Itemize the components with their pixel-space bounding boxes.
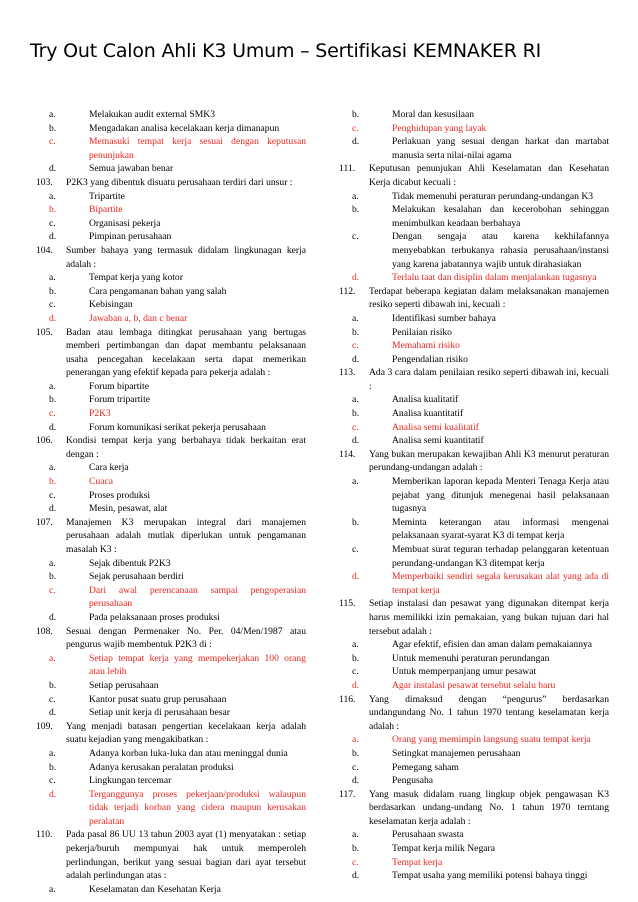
question-number: 112. — [339, 285, 356, 297]
option-text: Setingkat manajemen perusahaan — [392, 747, 521, 759]
answer-option — [36, 271, 306, 285]
question-item — [36, 244, 306, 271]
question-number: 107. — [36, 516, 53, 528]
option-text: Organisasi pekerja — [89, 217, 161, 229]
answer-option — [339, 312, 609, 326]
option-text: Semua jawaban benar — [89, 163, 174, 175]
option-letter: a. — [49, 462, 56, 474]
option-letter: a. — [352, 312, 359, 324]
answer-option — [36, 883, 306, 897]
option-letter: b. — [49, 285, 57, 297]
option-letter: d. — [352, 679, 360, 691]
option-letter: c. — [49, 584, 56, 596]
option-text: Tempat kerja yang kotor — [89, 272, 183, 284]
option-text: Dengan sengaja atau karena kekhilafannya menyebabkan terbukanya rahasia perusahaan/instansi yang karena jabatannya wajib untuk dirahasiakan — [392, 231, 609, 270]
answer-option — [339, 190, 609, 204]
answer-option — [36, 611, 306, 625]
option-letter: a. — [352, 394, 359, 406]
option-letter: c. — [352, 231, 359, 243]
option-text: Proses produksi — [89, 489, 151, 501]
option-text: Pada pelaksanaan proses produksi — [89, 611, 220, 623]
option-text: Memahami risiko — [392, 340, 460, 352]
answer-option — [36, 502, 306, 516]
option-text: Tidak memenuhi peraturan perundang-undangan K3 — [392, 190, 594, 202]
option-text: Mengadakan analisa kecelakaan kerja dimanapun — [89, 122, 280, 134]
option-letter: d. — [49, 163, 57, 175]
question-number: 106. — [36, 435, 53, 447]
question-item — [36, 516, 306, 557]
option-letter: d. — [49, 611, 57, 623]
option-text: Analisa semi kuantitatif — [392, 435, 484, 447]
option-text: Pengusaha — [392, 775, 434, 787]
answer-option — [339, 638, 609, 652]
option-text: Membuat surat teguran terhadap pelanggaran ketentuan perundang-undangan K3 ditempat kerja — [392, 544, 609, 569]
question-text: Pada pasal 86 UU 13 tahun 2003 ayat (1) menyatakan : setiap pekerja/buruh mempunyai hak untuk memperoleh perlindungan, berikut yang sesuai bagian dari ayat tersebut adalah perlindungan atas : — [66, 829, 306, 882]
option-letter: d. — [352, 775, 360, 787]
answer-option — [36, 706, 306, 720]
option-text: Setiap unit kerja di perusahaan besar — [89, 707, 230, 719]
option-letter: b. — [352, 326, 360, 338]
option-letter: b. — [352, 408, 360, 420]
option-text: Lingkungan tercemar — [89, 775, 172, 787]
option-letter: d. — [352, 136, 360, 148]
question-item — [339, 788, 609, 829]
option-text: Penilaian risiko — [392, 326, 452, 338]
option-letter: d. — [49, 788, 57, 800]
option-text: Tempat usaha yang memiliki potensi bahaya tinggi — [392, 870, 588, 882]
question-text: P2K3 yang dibentuk disuatu perusahaan terdiri dari unsur : — [66, 176, 293, 188]
option-text: Keselamatan dan Kesehatan Kerja — [89, 883, 221, 895]
question-item — [36, 828, 306, 882]
option-text: Identifikasi sumber bahaya — [392, 312, 496, 324]
answer-option-correct — [339, 733, 609, 747]
option-text: Dari awal perencanaan sampai pengoperasian perusahaan — [89, 584, 306, 610]
option-text: Terganggunya proses pekerjaan/produksi walaupun tidak terjadi korban yang cidera maupun kerusakan peralatan — [89, 788, 306, 827]
option-text: Penghidupan yang layak — [392, 122, 487, 134]
answer-option — [339, 869, 609, 883]
answer-option-correct — [339, 271, 609, 285]
answer-option — [339, 665, 609, 679]
option-text: Terlalu taat dan disiplin dalam menjalankan tugasnya — [392, 272, 597, 284]
option-letter: a. — [49, 883, 56, 895]
answer-option — [339, 434, 609, 448]
option-text: Cara pengamanan bahan yang salah — [89, 285, 227, 297]
option-text: Agar efektif, efisien dan aman dalam pemakaiannya — [392, 639, 593, 651]
question-text: Terdapat beberapa kegiatan dalam melaksanakan manajemen resiko seperti dibawah ini, kecuali : — [369, 285, 609, 311]
option-text: Memberikan laporan kepada Menteri Tenaga Kerja atau pejabat yang ditunjuk menegenai hasil pelaksanaan tugasnya — [392, 476, 609, 515]
answer-option — [36, 774, 306, 788]
question-number: 116. — [339, 693, 356, 705]
option-text: P2K3 — [89, 408, 111, 420]
option-text: Adanya kerusakan peralatan produksi — [89, 761, 234, 773]
option-letter: a. — [49, 190, 56, 202]
option-letter: c. — [49, 775, 56, 787]
question-text: Manajemen K3 merupakan integral dari manajemen perusahaan adalah mutlak diperlukan untuk pengamanan masalah K3 : — [66, 516, 306, 555]
option-letter: a. — [49, 652, 56, 664]
option-text: Analisa kuantitatif — [392, 408, 464, 420]
answer-option-correct — [339, 122, 609, 136]
option-letter: d. — [352, 870, 360, 882]
answer-option-correct — [36, 135, 306, 162]
answer-option-correct — [36, 652, 306, 679]
option-letter: a. — [49, 557, 56, 569]
answer-option — [36, 393, 306, 407]
answer-option — [339, 475, 609, 516]
question-item — [339, 162, 609, 189]
question-text: Sumber bahaya yang termasuk didalam lingkunagan kerja adalah : — [66, 244, 306, 270]
question-number: 111. — [339, 163, 356, 175]
question-number: 117. — [339, 788, 356, 800]
option-text: Perlakuan yang sesuai dengan harkat dan martabat manusia serta nilai-nilai agama — [392, 136, 609, 161]
answer-option-correct — [339, 856, 609, 870]
option-letter: b. — [49, 679, 57, 691]
answer-option — [36, 747, 306, 761]
question-number: 105. — [36, 326, 53, 338]
option-text: Pengendalian risiko — [392, 353, 468, 365]
answer-option — [36, 461, 306, 475]
option-text: Pemegang saham — [392, 761, 459, 773]
question-number: 113. — [339, 367, 356, 379]
question-item — [36, 434, 306, 461]
answer-option-correct — [339, 339, 609, 353]
option-text: Analisa kualitatif — [392, 394, 459, 406]
option-letter: c. — [49, 299, 56, 311]
answer-option — [36, 570, 306, 584]
option-text: Analisa semi kualitatif — [392, 421, 479, 433]
question-text: Sesuai dengan Permenaker No. Per. 04/Men/1987 atau pengurus wajib membentuk P2K3 di : — [66, 625, 306, 651]
answer-option — [36, 489, 306, 503]
answer-option — [339, 516, 609, 543]
option-text: Orang yang memimpin langsung suatu tempat kerja — [392, 734, 591, 746]
option-text: Bipartite — [89, 204, 123, 216]
question-text: Setiap instalasi dan pesawat yang digunakan ditempat kerja harus memilikki izin pemakaian, yang bukan tujuan dari hal tersebut adalah : — [369, 598, 609, 637]
option-text: Tripartite — [89, 190, 125, 202]
answer-option — [36, 217, 306, 231]
option-text: Mesin, pesawat, alat — [89, 503, 168, 515]
answer-option — [339, 828, 609, 842]
option-letter: c. — [49, 489, 56, 501]
question-number: 115. — [339, 598, 356, 610]
option-letter: d. — [352, 353, 360, 365]
option-text: Agar instalasi pesawat tersebut selalu baru — [392, 679, 556, 691]
question-item — [36, 720, 306, 747]
option-letter: d. — [49, 312, 57, 324]
option-letter: d. — [49, 421, 57, 433]
answer-option — [36, 693, 306, 707]
answer-option — [36, 108, 306, 122]
answer-option — [36, 230, 306, 244]
question-text: Yang masuk didalam ruang lingkup objek pengawasan K3 berdasarkan undang-undang No. 1 tahun 1970 terntang keselamatan kerja adalah : — [369, 788, 609, 827]
option-text: Cuaca — [89, 476, 113, 488]
answer-option-correct — [36, 203, 306, 217]
question-text: Yang dimaksud dengan “pengurus” berdasarkan undangundang No. 1 tahun 1970 tentang keselamatan kerja adalah : — [369, 693, 609, 732]
option-text: Jawaban a, b, dan c benar — [89, 312, 188, 324]
option-letter: b. — [352, 204, 360, 216]
option-text: Setiap perusahaan — [89, 679, 159, 691]
answer-option — [36, 190, 306, 204]
option-text: Kantor pusat suatu grup perusahaan — [89, 693, 227, 705]
option-letter: b. — [352, 652, 360, 664]
answer-option — [339, 543, 609, 570]
answer-option-correct — [36, 312, 306, 326]
option-letter: d. — [352, 272, 360, 284]
option-letter: c. — [352, 761, 359, 773]
question-text: Keputusan penunjukan Ahli Keselamatan dan Kesehatan Kerja dicabut kecuali : — [369, 163, 609, 188]
option-text: Memasuki tempat kerja sesuai dengan keputusan penunjukan — [89, 136, 306, 161]
option-letter: a. — [352, 476, 359, 488]
question-text: Yang menjadi batasan pengertian kecelakaan kerja adalah suatu kejadian yang mengakibatkan : — [66, 720, 306, 746]
option-letter: a. — [49, 380, 56, 392]
option-text: Melakukan audit external SMK3 — [89, 109, 216, 120]
answer-option — [36, 761, 306, 775]
answer-option — [339, 652, 609, 666]
answer-option-correct — [339, 421, 609, 435]
question-number: 114. — [339, 448, 356, 460]
option-text: Melakukan kesalahan dan kecerobohan sehinggan menimbulkan keadaan berbahaya — [392, 204, 609, 229]
question-number: 109. — [36, 720, 53, 732]
question-number: 108. — [36, 625, 53, 637]
answer-option — [36, 298, 306, 312]
option-letter: d. — [352, 435, 360, 447]
option-letter: c. — [49, 693, 56, 705]
option-letter: a. — [352, 829, 359, 841]
question-number: 103. — [36, 176, 53, 188]
answer-option — [339, 108, 609, 122]
question-item — [339, 366, 609, 393]
option-text: Setiap tempat kerja yang mempekerjakan 100 orang atau lebih — [89, 652, 306, 678]
option-letter: c. — [49, 217, 56, 229]
question-item — [36, 176, 306, 190]
option-text: Untuk memperpanjang umur pesawat — [392, 666, 537, 678]
option-letter: c. — [352, 666, 359, 678]
answer-option — [339, 747, 609, 761]
question-text: Badan atau lembaga ditingkat perusahaan yang bertugas memberi pertimbangan dan dapat membantu pelaksanaan usaha pencegahan kecelakaan serta dapat memerikan penerangan yang efektif kepada para pekerja adalah : — [66, 326, 306, 379]
answer-option-correct — [339, 570, 609, 597]
answer-option-correct — [36, 788, 306, 829]
answer-option — [36, 679, 306, 693]
option-letter: b. — [49, 476, 57, 488]
option-letter: a. — [352, 190, 359, 202]
right-column — [339, 108, 609, 883]
option-letter: a. — [49, 747, 56, 759]
option-letter: a. — [352, 639, 359, 651]
answer-option — [36, 421, 306, 435]
option-text: Adanya korban luka-luka dan atau meninggal dunia — [89, 747, 288, 759]
option-text: Memperbaiki sendiri segala kerusakan alat yang ada di tempat kerja — [392, 571, 609, 596]
option-text: Tempat kerja milik Negara — [392, 843, 495, 855]
answer-option-correct — [339, 679, 609, 693]
answer-option — [339, 353, 609, 367]
option-text: Forum tripartite — [89, 394, 151, 406]
document-header: Try Out Calon Ahli K3 Umum – Sertifikasi KEMNAKER RI — [30, 40, 542, 62]
option-text: Kebisingan — [89, 299, 133, 311]
option-letter: c. — [352, 122, 359, 134]
question-item — [339, 693, 609, 734]
option-letter: c. — [49, 408, 56, 420]
answer-option-correct — [36, 475, 306, 489]
answer-option — [36, 285, 306, 299]
answer-option — [339, 135, 609, 162]
option-letter: a. — [49, 272, 56, 284]
option-text: Sejak dibentuk P2K3 — [89, 557, 171, 569]
option-text: Tempat kerja — [392, 856, 443, 868]
option-letter: b. — [49, 204, 57, 216]
answer-option-correct — [36, 584, 306, 611]
option-letter: c. — [352, 856, 359, 868]
option-letter: b. — [352, 747, 360, 759]
question-number: 104. — [36, 244, 53, 256]
option-letter: b. — [352, 109, 360, 120]
option-letter: b. — [49, 394, 57, 406]
answer-option-correct — [36, 407, 306, 421]
answer-option — [339, 761, 609, 775]
option-letter: a. — [49, 109, 56, 120]
option-text: Moral dan kesusilaan — [392, 109, 475, 120]
answer-option — [339, 393, 609, 407]
answer-option — [36, 162, 306, 176]
option-text: Pimpinan perusahaan — [89, 231, 172, 243]
option-text: Forum bipartite — [89, 380, 149, 392]
answer-option — [339, 407, 609, 421]
answer-option — [36, 557, 306, 571]
option-text: Untuk memenuhi peraturan perundangan — [392, 652, 550, 664]
answer-option — [36, 380, 306, 394]
question-text: Kondisi tempat kerja yang berbahaya tidak berkaitan erat dengan : — [66, 435, 306, 460]
option-letter: d. — [49, 231, 57, 243]
option-letter: d. — [49, 503, 57, 515]
answer-option — [36, 122, 306, 136]
option-text: Sejak perusahaan berdiri — [89, 571, 184, 583]
option-letter: b. — [49, 761, 57, 773]
option-letter: c. — [352, 421, 359, 433]
option-letter: a. — [352, 734, 359, 746]
answer-option — [339, 774, 609, 788]
option-text: Forum komunikasi serikat pekerja perusahaan — [89, 421, 266, 433]
question-text: Yang bukan merupakan kewajiban Ahli K3 menurut peraturan perundang-undangan adalah : — [369, 448, 609, 474]
question-item — [339, 597, 609, 638]
answer-option — [339, 842, 609, 856]
option-letter: b. — [49, 122, 57, 134]
question-item — [339, 285, 609, 312]
answer-option — [339, 230, 609, 271]
question-number: 110. — [36, 829, 53, 841]
option-text: Perusahaan swasta — [392, 829, 464, 841]
option-letter: c. — [352, 340, 359, 352]
option-text: Cara kerja — [89, 462, 129, 474]
question-text: Ada 3 cara dalam penilaian resiko seperti dibawah ini, kecuali : — [369, 367, 609, 392]
option-letter: c. — [352, 544, 359, 555]
option-text: Meminta keterangan atau informasi mengenai pelaksanaan syarat-syarat K3 di tempat kerja — [392, 516, 609, 542]
question-item — [36, 326, 306, 380]
answer-option — [339, 326, 609, 340]
option-letter: d. — [352, 571, 360, 583]
left-column — [36, 108, 306, 896]
question-item — [339, 448, 609, 475]
option-letter: c. — [49, 136, 56, 148]
option-letter: b. — [352, 516, 360, 528]
option-letter: b. — [352, 843, 360, 855]
option-letter: b. — [49, 571, 57, 583]
answer-option — [339, 203, 609, 230]
question-item — [36, 625, 306, 652]
option-letter: d. — [49, 707, 57, 719]
